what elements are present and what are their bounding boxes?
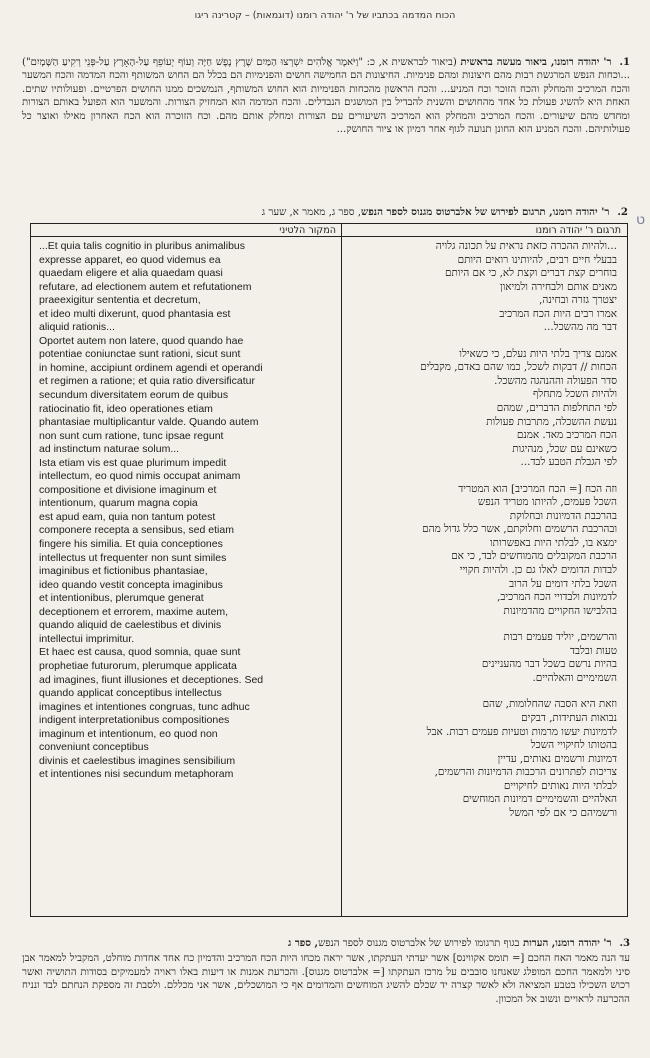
hebrew-paragraph: אמנם צריך בלתי היות נעלם, כי כשאילו הכחות // דבקות לשכל, כמו שהם באדם, מקבלים סדר הפעולה וההנהגה מהשכל. ולהיות השכל מתחלף לפי התחלפות הדברים, שמהם נעשת ההשכלה, מתרבות פעולות הכח המרכיב מאד. אמנם כשאינם עם שכל, מנהיגות לפי הגבלת הטבע לבד...	[420, 347, 617, 469]
section-2-heading	[22, 206, 628, 219]
section-1	[22, 56, 630, 136]
hebrew-paragraph: וזאת היא הסבה שהחלומות, שהם נבואות העתידות, דבקים לדמיונות יעשו מרמות וטעיות פעמים רבות. אבל בהטותו לחיקויי השכל דמיונות ורשמים נאותים, עדיין צריכות לפתרונים הרכבות הדמיונות והרשמים, לבלתי היות נאותים לחיקויים האלהיים והשמימיים דמיונות המוחשים ורשמיהם כי אם לפי המשל	[426, 698, 617, 819]
column-header-hebrew: תרגום ר' יהודה רומנו	[341, 224, 627, 237]
section-1-heading	[461, 57, 630, 68]
parallel-text-table	[30, 223, 628, 917]
section-3-heading	[22, 937, 630, 950]
section-1-number: 1.	[619, 57, 630, 68]
section-3-body: עד הנה מאמר האח החכם [= תומס אקווינס] אשר יעדתי העתקתו, אשר יראה מכחו היות הכח המרכיב והדמיון כח אחד אחדות מוחלט, המקביל למאמר אבן סיני ולמאמר החכם המופלג שאנחנו סובבים על מרכז העתקתו [= אלברטוס מגנוס]. והכרעת אמנות או דיעות באלו ראויה למעמיקים בסודות התושיה ואשר רכוש השכילו בטבע המציאה ולא לאשר קצרה יד שכלם להשיג המוחשים והמדומים אף כי המושכלים, אשר אני מכללם. ולסבת זה מספקת הנחתם לבד ונניח ההכרעה לראויים ונשוב אל המכוון.	[22, 953, 630, 1005]
section-3-number: 3.	[619, 938, 630, 949]
section-2-number: 2.	[617, 206, 628, 218]
latin-paragraph: Ista etiam vis est quae plurimum impedit intellectum, eo quod nimis occupat animam compositione et divisione imaginum et intentionum, quarum magna copia est apud eam, quia non tantum potest componere recepta a sensibus, sed etiam fingere his similia. Et quia conceptiones intellectus ut frequenter non sunt similes imaginibus et fictionibus phantasiae, ideo quando vestit concepta imaginibus et intentionibus, plerumque generat deceptionem et errorem, maxime autem, quando aliquid de caelestibus et divinis intellectui imprimitur.	[39, 456, 241, 645]
section-1-ref: (ביאור לבראשית א, כ: "וַיֹּאמֶר אֱלֹהִים יִשְׁרְצוּ הַמַּיִם שֶׁרֶץ נֶפֶשׁ חַיָּה וְעוֹף יְעוֹפֵף עַל-הָאָרֶץ עַל-פְּנֵי רְקִיעַ הַשָּׁמָיִם")	[22, 57, 457, 68]
hebrew-paragraph: והרשמים, יוליד פעמים רבות טעות ובלבד בהיות נרשם בשכל דבר מהעניינים השמימיים והאלהיים.	[481, 631, 617, 684]
section-2-ref: , ספר ג, מאמר א, שער ג	[261, 207, 362, 218]
latin-paragraph: ...Et quia talis cognitio in pluribus animalibus expresse apparet, eo quod videmus ea quaedam eligere et alia quaedam quasi refutare, ad electionem autem et refutationem praeexigitur sententia et decretum, et ideo multi dixerunt, quod phantasia est aliquid rationis...	[39, 240, 252, 334]
latin-column	[39, 240, 339, 782]
section-2-title: ר' יהודה רומנו, תרגום לפירוש של אלברטוס מגנוס לספר הנפש	[361, 206, 610, 218]
column-divider	[341, 224, 342, 916]
hebrew-column	[345, 240, 617, 833]
section-3-title2: בגוף תרגומו לפירוש של אלברטוס מגנוס לספר הנפש	[318, 938, 520, 949]
column-header-latin: המקור הלטיני	[31, 224, 342, 237]
page-header: הכוח המדמה בכתביו של ר' יהודה רומנו (דוגמאות) – קטרינה ריגו	[194, 10, 456, 21]
section-3-ref: , ספר ג	[288, 938, 319, 949]
margin-pen-mark: ט	[636, 212, 646, 228]
hebrew-paragraph: ...ולהיות ההכרה כזאת נראית על תכונה גלויה בבעלי חיים רבים, להיותינו רואים היותם בוחרים קצת דברים וקצת לא, כי אם היותם מאנים אותם ולבחירה ולמיאון יצטרך גזרה ובחינה, אמרו רבים היות הכח המרכיב דבר מה מהשכל...	[435, 240, 617, 334]
latin-paragraph: Oportet autem non latere, quod quando hae potentiae coniunctae sunt rationi, sicut sunt in homine, accipiunt ordinem agendi et operandi et regimen a ratione; et quia ratio diversificatur secundum diversitatem eorum de quibus ratiocinatio fit, ideo operationes etiam phantasiae multiplicantur valde. Quando autem non sunt cum ratione, tunc ipsae regunt ad instinctum naturae solum...	[39, 334, 263, 456]
section-3	[22, 937, 630, 1006]
section-1-title: ר' יהודה רומנו, ביאור מעשה בראשית	[460, 57, 612, 68]
section-1-body: ...וכחות הנפש המרגשת רבות מהם חיצונות ומהם פנימיות. החיצונות הם החמישה חושים והפנימיות הם בכלל הם החוש המשותף והכח המדמה והכח המשער והכח המרכיב והמחלק והכח הזוכר וכח המניע... והכח הראשון מהכחות הפנימיות הוא החוש המשותף, הנמשכים ממנו החושים הפרטיים. ופעולותיו שתים. האחת היא להשיג פעולת כל אחד מהחושים והשנית להבדיל בין המושגים הנבדלים. והכח המדמה הוא המחזיק הצורות. והמשער הוא הפועל באותם הצורות ומחדש מהם שיעורים. והכח המרכיב והמחלק הוא המרכיב השיעורים עם הצורות ומחלק אותם מהם. וכח הזוכרה הוא הכח האחרון מאילו ואוצר כל פעולותיהם. והכח המניע הוא החונן תנועה לגוף אחר דמיון או ציור החושק...	[22, 70, 630, 136]
latin-paragraph: Et haec est causa, quod somnia, quae sunt prophetiae futurorum, plerumque applicata ad imagines, fiunt illusiones et deceptiones. Sed quando applicat conceptibus intellectus imagines et intentiones congruas, tunc adhuc indigent interpretationibus compositiones imaginum et intentionum, eo quod non conveniunt conceptibus divinis et caelestibus imagines sensibilium et intentiones nisi secundum metaphoram	[39, 646, 264, 781]
section-3-title: ר' יהודה רומנו, הערות	[523, 938, 612, 949]
hebrew-paragraph: וזה הכח [= הכח המרכיב] הוא המטריד השכל פעמים, להיותו מטריד הנפש בהרכבת הדמיונות ובחלוקת ובהרכבת הרשמים וחלוקתם, אשר כלל גדול מהם ימצא בו, לבלתי היות באפשרותו הרכבת המקובלים מהמוחשים לבד, כי אם לבדות הדומים לאלו גם כן. ולהיות חקויי השכל בלתי דומים על הרוב לדמיונות ולבדויי הכח המרכיב, בהלבישו החקויים מהדמיונות	[422, 482, 617, 617]
